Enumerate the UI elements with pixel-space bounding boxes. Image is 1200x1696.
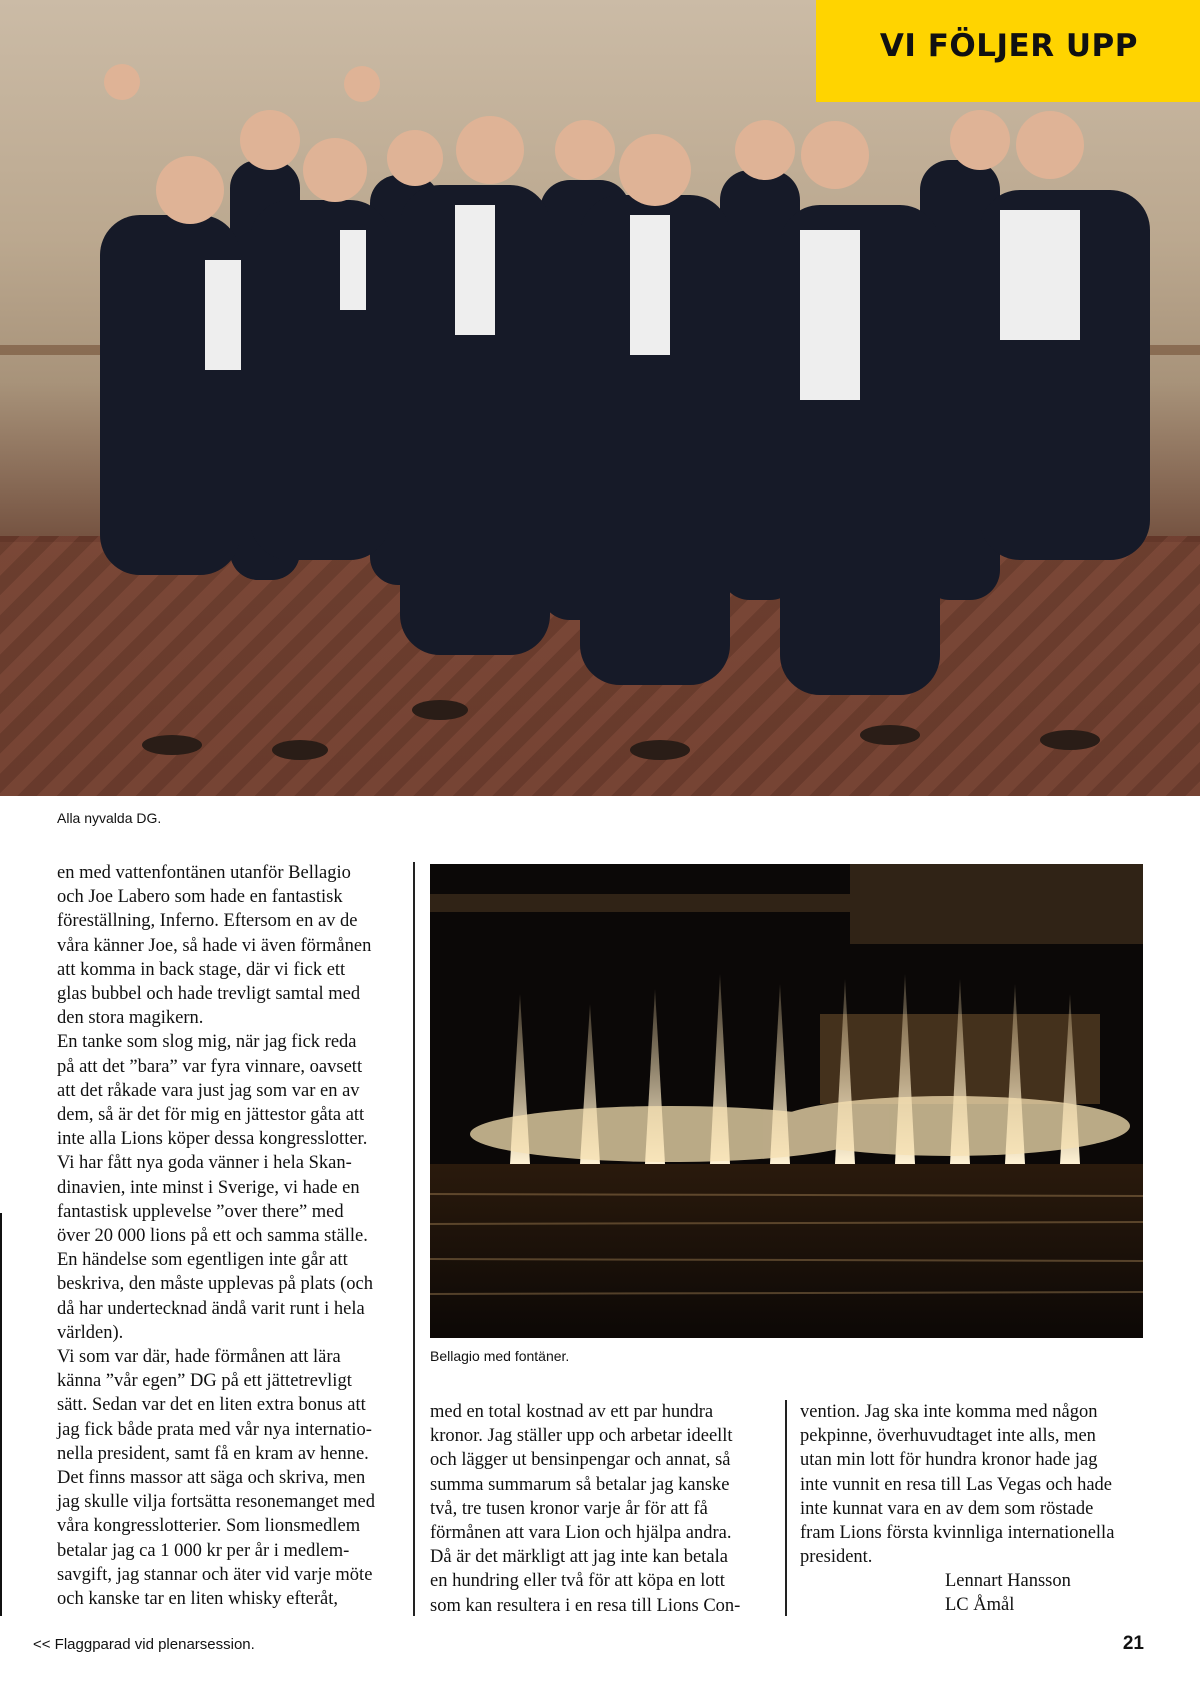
article-column-2: med en total kostnad av ett par hundra kronor. Jag ställer upp och arbetar ideellt och lägger ut bensinpengar och annat, så summa summarum så betalar jag kanske två, tre tusen kronor varje år för att få förmånen att vara Lion och hjälpa andra. Då är det märkligt att jag inte kan betala en hundring eller två för att köpa en lott som kan resultera i en resa till Lions Con-: [430, 1402, 741, 1616]
column-rule-1: [413, 862, 415, 1616]
page-number: 21: [1122, 1633, 1144, 1654]
top-photo-caption: Alla nyvalda DG.: [57, 810, 162, 826]
previous-page-link[interactable]: << Flaggparad vid plenarsession.: [33, 1636, 255, 1653]
column-rule-2: [785, 1400, 787, 1616]
left-edge-mark: [0, 1213, 2, 1616]
section-title: VI FÖLJER UPP: [879, 28, 1138, 64]
article-column-1: en med vattenfontänen utanför Bellagio och Joe Labero som hade en fantastisk föreställning, Inferno. Eftersom en av de våra känner Joe, så hade vi även förmånen att komma in back stage, där vi fick ett glas bubbel och hade trevligt samtal med den stora magikern. En tanke som slog mig, när jag fick reda på att det ”bara” var fyra vinnare, oavsett att det råkade vara just jag som var en av dem, så är det för mig en jättestor gåta att inte alla Lions köper dessa kongresslotter. Vi har fått nya goda vänner i hela Skan- dinavien, inte minst i Sverige, vi hade en fantastisk upplevelse ”over there” med över 20 000 lions på ett och samma ställe. En händelse som egentligen inte går att beskriva, den måste upplevas på plats (och då har undertecknad ändå varit runt i hela världen). Vi som var där, hade förmånen att lära känna ”vår egen” DG på ett jättetrevligt sätt. Sedan var det en liten extra bonus att jag fick både prata med vår nya internatio- nella president, samt få en kram av henne. Det finns massor att säga och skriva, men jag skulle vilja fortsätta resonemanget med våra kongresslotterier. Som lionsmedlem betalar jag ca 1 000 kr per år i medlem- savgift, jag stannar och äter vid varje möte och kanske tar en liten whisky efteråt,: [57, 863, 375, 1610]
bellagio-fountain-photo: [430, 864, 1143, 1338]
article-column-3: vention. Jag ska inte komma med någon pekpinne, överhuvudtaget inte alls, men utan min lott för hundra kronor hade jag inte vunnit en resa till Las Vegas och hade inte kunnat vara en av dem som röstade fram Lions första kvinnliga internationella president.: [800, 1402, 1115, 1568]
group-figures: [0, 0, 1200, 796]
fountain-scene: [430, 864, 1143, 1338]
author-club: LC Åmål: [945, 1595, 1015, 1615]
group-photo: [0, 0, 1200, 796]
fountain-photo-caption: Bellagio med fontäner.: [430, 1348, 570, 1364]
author-name: Lennart Hansson: [945, 1571, 1071, 1591]
